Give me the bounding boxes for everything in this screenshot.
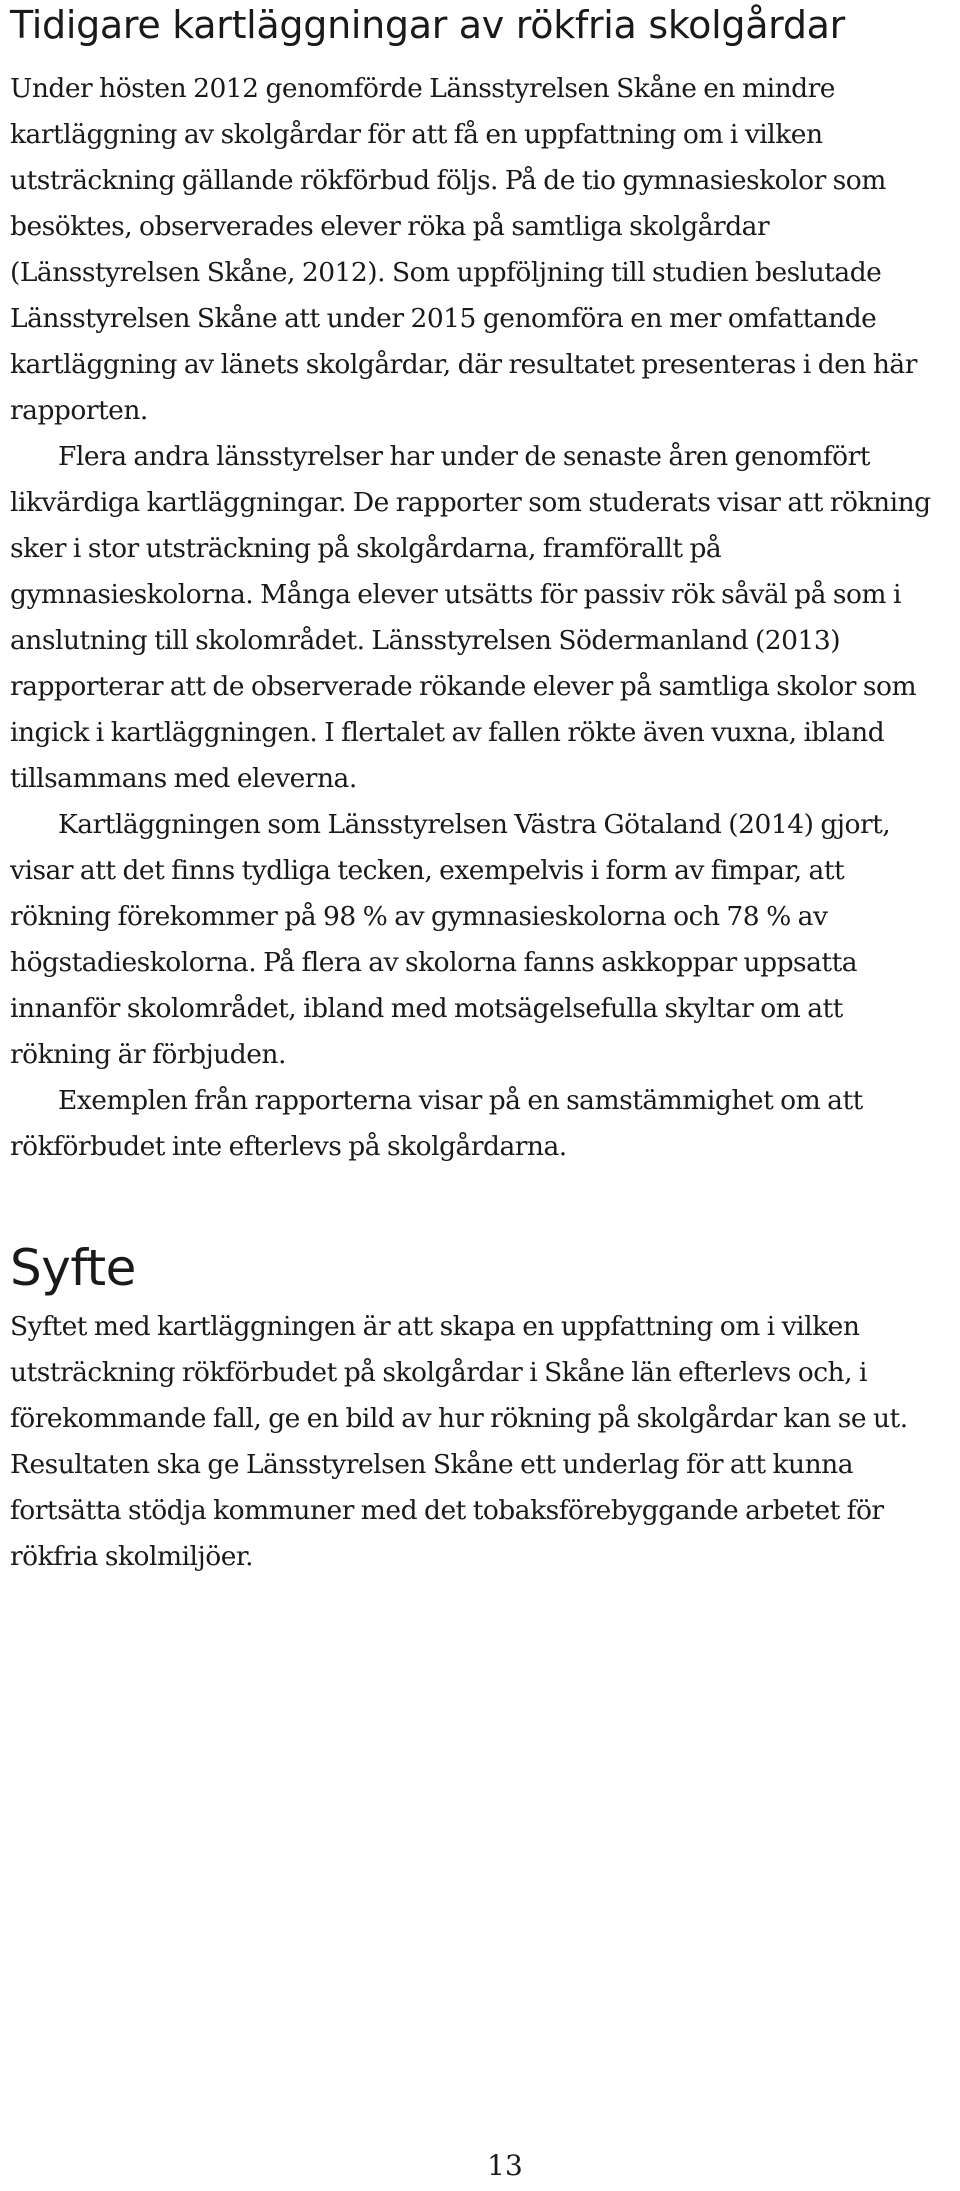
page-content: [10, 0, 945, 1580]
section-heading-purpose: Syfte: [10, 1239, 136, 1297]
paragraph-conclusion: Exemplen från rapporterna visar på en samstämmighet om att rökförbudet inte efterlevs på skolgårdarna.: [10, 1085, 863, 1162]
section-heading-previous-surveys: Tidigare kartläggningar av rökfria skolgårdar: [10, 3, 845, 47]
paragraph-other-county-boards: Flera andra länsstyrelser har under de senaste åren genomfört likvärdiga kartläggningar. De rapporter som studerats visar att rökning sker i stor utsträckning på skolgårdarna, framförallt på gymnasieskolorna. Många elever utsätts för passiv rök såväl på som i anslutning till skolområdet. Länsstyrelsen Södermanland (2013) rapporterar att de observerade rökande elever på samtliga skolor som ingick i kartläggningen. I flertalet av fallen rökte även vuxna, ibland tillsammans med eleverna.: [10, 441, 931, 794]
page-number: 13: [487, 2149, 523, 2182]
paragraph-purpose: Syftet med kartläggningen är att skapa en uppfattning om i vilken utsträckning rökförbudet på skolgårdar i Skåne län efterlevs och, i förekommande fall, ge en bild av hur rökning på skolgårdar kan se ut. Resultaten ska ge Länsstyrelsen Skåne ett underlag för att kunna fortsätta stödja kommuner med det tobaksförebyggande arbetet för rökfria skolmiljöer.: [10, 1311, 908, 1572]
paragraph-vastra-gotaland: Kartläggningen som Länsstyrelsen Västra Götaland (2014) gjort, visar att det finns tydliga tecken, exempelvis i form av fimpar, att rökning förekommer på 98 % av gymnasieskolorna och 78 % av högstadieskolorna. På flera av skolorna fanns askkoppar uppsatta innanför skolområdet, ibland med motsägelsefulla skyltar om att rökning är förbjuden.: [10, 809, 891, 1070]
paragraph-intro: Under hösten 2012 genomförde Länsstyrelsen Skåne en mindre kartläggning av skolgårdar för att få en uppfattning om i vilken utsträckning gällande rökförbud följs. På de tio gymnasieskolor som besöktes, observerades elever röka på samtliga skolgårdar (Länsstyrelsen Skåne, 2012). Som uppföljning till studien beslutade Länsstyrelsen Skåne att under 2015 genomföra en mer omfattande kartläggning av länets skolgårdar, där resultatet presenteras i den här rapporten.: [10, 73, 917, 426]
